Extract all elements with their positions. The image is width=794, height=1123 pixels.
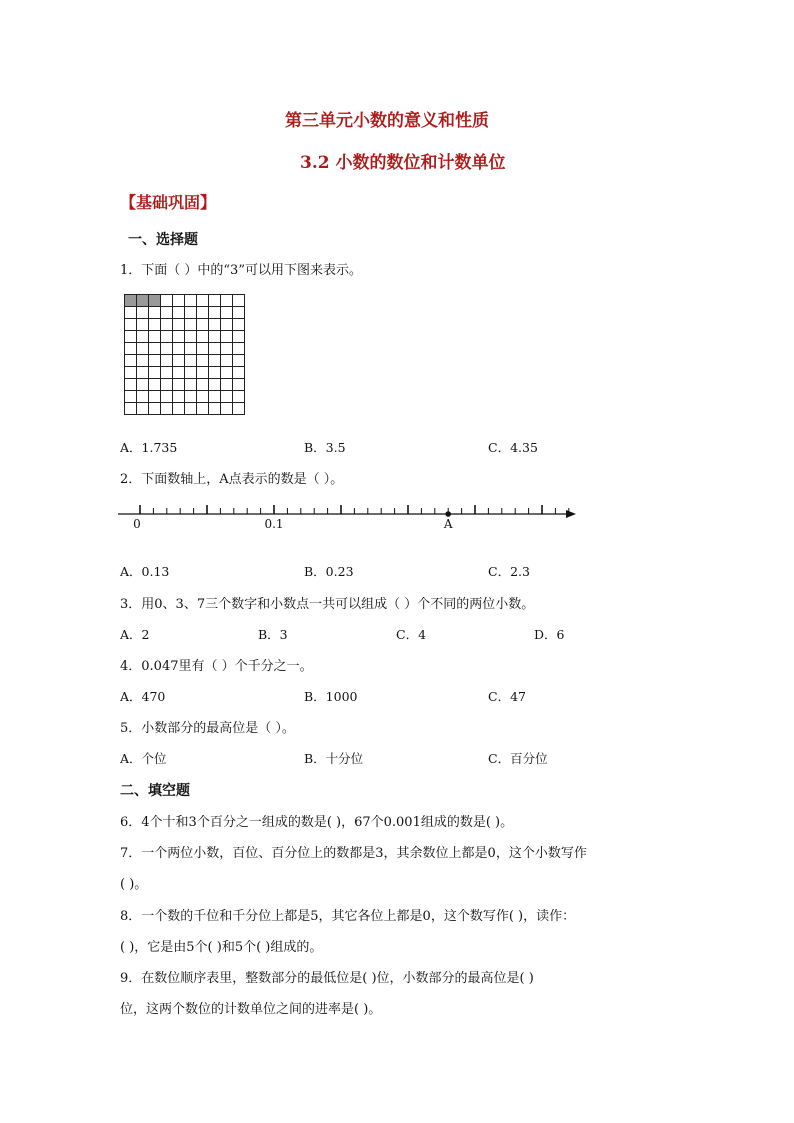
grid-cell — [232, 366, 244, 378]
grid-cell — [160, 330, 172, 342]
grid-cell — [124, 378, 136, 390]
hundred-grid — [124, 294, 245, 415]
grid-cell — [220, 366, 232, 378]
grid-cell — [232, 390, 244, 402]
grid-cell — [208, 318, 220, 330]
grid-cell — [196, 354, 208, 366]
grid-cell — [184, 378, 196, 390]
grid-cell — [124, 390, 136, 402]
grid-cell — [184, 330, 196, 342]
grid-cell — [196, 318, 208, 330]
grid-cell — [196, 330, 208, 342]
grid-cell — [220, 330, 232, 342]
grid-cell — [124, 354, 136, 366]
grid-cell — [172, 306, 184, 318]
grid-cell — [136, 378, 148, 390]
fill-line-7a: 7．一个两位小数，百位、百分位上的数都是3，其余数位上都是0，这个小数写作 — [120, 846, 587, 861]
grid-cell — [196, 390, 208, 402]
page-subtitle: 3.2 小数的数位和计数单位 — [300, 153, 506, 173]
grid-cell-shaded — [136, 294, 148, 306]
question-1: 1．下面（ ）中的“3”可以用下图来表示。 — [120, 263, 362, 278]
grid-cell — [232, 402, 244, 414]
grid-cell — [136, 306, 148, 318]
grid-cell — [148, 354, 160, 366]
grid-cell — [220, 354, 232, 366]
grid-cell — [136, 330, 148, 342]
q4-option-c: C．47 — [488, 689, 526, 704]
grid-cell — [196, 306, 208, 318]
fill-line-8b: ( )，它是由5个( )和5个( )组成的。 — [120, 940, 323, 955]
grid-cell — [220, 402, 232, 414]
grid-cell — [172, 294, 184, 306]
part1-heading: 一、选择题 — [128, 232, 198, 248]
grid-cell — [208, 294, 220, 306]
fill-line-6: 6．4个十和3个百分之一组成的数是( )，67个0.001组成的数是( )。 — [120, 815, 514, 830]
grid-cell — [160, 402, 172, 414]
grid-cell — [160, 378, 172, 390]
grid-cell — [172, 366, 184, 378]
grid-cell — [160, 354, 172, 366]
grid-cell — [208, 366, 220, 378]
grid-cell — [148, 378, 160, 390]
q1-option-a: A．1.735 — [120, 440, 178, 455]
grid-cell — [184, 366, 196, 378]
grid-cell — [136, 390, 148, 402]
q1-option-b: B．3.5 — [304, 440, 346, 455]
q2-option-a: A．0.13 — [120, 564, 170, 579]
grid-cell — [220, 306, 232, 318]
grid-cell — [196, 366, 208, 378]
grid-cell — [172, 342, 184, 354]
grid-cell — [232, 294, 244, 306]
grid-cell — [208, 306, 220, 318]
grid-cell — [184, 390, 196, 402]
grid-cell — [184, 402, 196, 414]
question-3: 3．用0、3、7三个数字和小数点一共可以组成（ ）个不同的两位小数。 — [120, 597, 535, 612]
grid-cell — [232, 378, 244, 390]
grid-cell — [232, 342, 244, 354]
q5-option-c: C．百分位 — [488, 751, 548, 766]
q2-option-b: B．0.23 — [304, 564, 354, 579]
q4-option-a: A．470 — [120, 689, 166, 704]
grid-cell — [160, 306, 172, 318]
question-4: 4．0.047里有（ ）个千分之一。 — [120, 659, 313, 674]
grid-cell — [208, 390, 220, 402]
grid-cell — [196, 402, 208, 414]
grid-cell — [184, 306, 196, 318]
grid-cell — [136, 402, 148, 414]
grid-cell — [208, 354, 220, 366]
grid-cell — [208, 330, 220, 342]
grid-cell — [232, 318, 244, 330]
number-line-arrow — [566, 510, 576, 518]
point-a-marker — [445, 511, 451, 517]
grid-cell — [124, 306, 136, 318]
grid-cell — [124, 366, 136, 378]
grid-cell-shaded — [148, 294, 160, 306]
grid-cell — [148, 366, 160, 378]
grid-cell — [196, 342, 208, 354]
grid-cell — [220, 378, 232, 390]
grid-cell — [184, 354, 196, 366]
point-a-label: A — [443, 517, 453, 531]
section-label: 【基础巩固】 — [120, 193, 217, 212]
grid-cell — [172, 390, 184, 402]
grid-cell — [160, 318, 172, 330]
grid-cell — [124, 330, 136, 342]
fill-line-8a: 8．一个数的千位和千分位上都是5，其它各位上都是0，这个数写作( )，读作： — [120, 909, 576, 924]
grid-cell — [220, 342, 232, 354]
q2-option-c: C．2.3 — [488, 564, 530, 579]
q3-option-d: D．6 — [534, 627, 565, 642]
grid-cell — [136, 342, 148, 354]
grid-cell — [124, 318, 136, 330]
grid-cell-shaded — [124, 294, 136, 306]
fill-line-7b: ( )。 — [120, 877, 148, 892]
q1-option-c: C．4.35 — [488, 440, 538, 455]
number-line-label-0: 0 — [133, 517, 141, 531]
q3-option-c: C．4 — [396, 627, 427, 642]
q3-option-b: B．3 — [258, 627, 288, 642]
grid-cell — [220, 318, 232, 330]
q5-option-a: A．个位 — [120, 751, 167, 766]
grid-cell — [232, 354, 244, 366]
grid-cell — [196, 294, 208, 306]
grid-cell — [148, 330, 160, 342]
grid-cell — [160, 342, 172, 354]
part2-heading: 二、填空题 — [120, 783, 190, 799]
grid-cell — [160, 390, 172, 402]
fill-line-9b: 位，这两个数位的计数单位之间的进率是( )。 — [120, 1002, 382, 1017]
grid-cell — [196, 378, 208, 390]
grid-cell — [148, 390, 160, 402]
grid-cell — [148, 306, 160, 318]
grid-cell — [220, 390, 232, 402]
fill-line-9a: 9．在数位顺序表里，整数部分的最低位是( )位，小数部分的最高位是( ) — [120, 971, 534, 986]
q4-option-b: B．1000 — [304, 689, 358, 704]
grid-cell — [208, 342, 220, 354]
number-line — [118, 502, 588, 538]
grid-cell — [184, 294, 196, 306]
grid-cell — [172, 402, 184, 414]
grid-cell — [124, 402, 136, 414]
grid-cell — [136, 366, 148, 378]
grid-cell — [148, 318, 160, 330]
grid-cell — [136, 354, 148, 366]
grid-cell — [160, 294, 172, 306]
grid-cell — [184, 318, 196, 330]
page-title: 第三单元小数的意义和性质 — [285, 111, 489, 131]
grid-cell — [148, 402, 160, 414]
number-line-label-0-1: 0.1 — [264, 517, 284, 531]
grid-cell — [208, 402, 220, 414]
grid-cell — [184, 342, 196, 354]
q5-option-b: B．十分位 — [304, 751, 364, 766]
grid-cell — [208, 378, 220, 390]
question-2: 2．下面数轴上，A点表示的数是（ ）。 — [120, 472, 344, 487]
grid-cell — [136, 318, 148, 330]
q3-option-a: A．2 — [120, 627, 150, 642]
question-5: 5．小数部分的最高位是（ ）。 — [120, 721, 295, 736]
grid-cell — [172, 318, 184, 330]
grid-cell — [232, 330, 244, 342]
grid-cell — [220, 294, 232, 306]
grid-cell — [172, 354, 184, 366]
grid-cell — [148, 342, 160, 354]
grid-cell — [172, 378, 184, 390]
grid-cell — [124, 342, 136, 354]
grid-cell — [160, 366, 172, 378]
grid-cell — [172, 330, 184, 342]
grid-cell — [232, 306, 244, 318]
